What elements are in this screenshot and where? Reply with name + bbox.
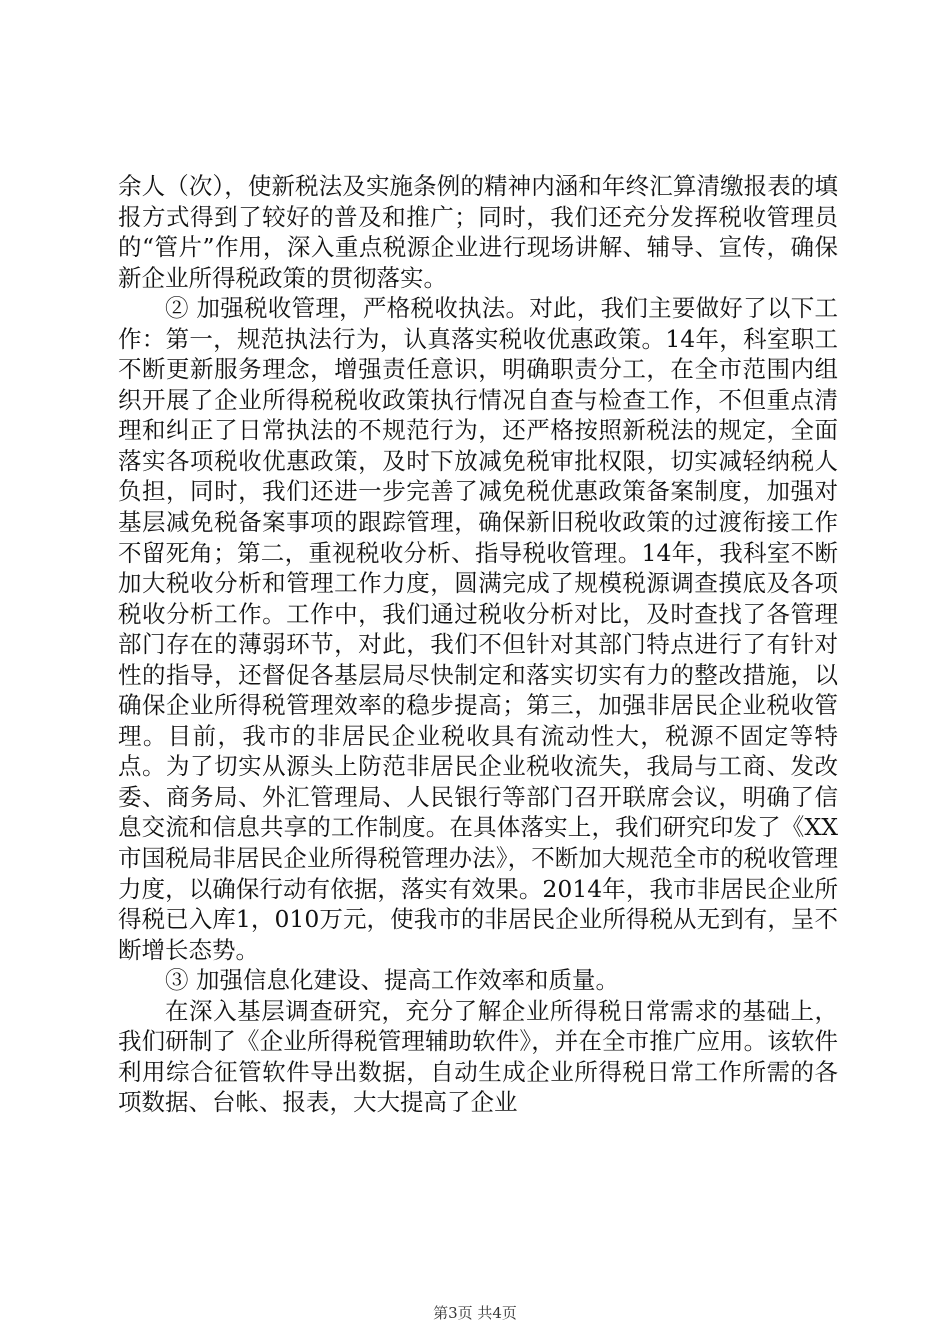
document-body — [118, 171, 838, 1118]
paragraph-2: ② 加强税收管理，严格税收执法。对此，我们主要做好了以下工作：第一，规范执法行为，认真落实税收优惠政策。14年，科室职工不断更新服务理念，增强责任意识，明确职责分工，在全市范围内组织开展了企业所得税税收政策执行情况自查与检查工作，不但重点清理和纠正了日常执法的不规范行为，还严格按照新税法的规定，全面落实各项税收优惠政策，及时下放减免税审批权限，切实减轻纳税人负担，同时，我们还进一步完善了减免税优惠政策备案制度，加强对基层减免税备案事项的跟踪管理，确保新旧税收政策的过渡衔接工作不留死角；第二，重视税收分析、指导税收管理。14年，我科室不断加大税收分析和管理工作力度，圆满完成了规模税源调查摸底及各项税收分析工作。工作中，我们通过税收分析对比，及时查找了各管理部门存在的薄弱环节，对此，我们不但针对其部门特点进行了有针对性的指导，还督促各基层局尽快制定和落实切实有力的整改措施，以确保企业所得税管理效率的稳步提高；第三，加强非居民企业税收管理。目前，我市的非居民企业税收具有流动性大，税源不固定等特点。为了切实从源头上防范非居民企业税收流失，我局与工商、发改委、商务局、外汇管理局、人民银行等部门召开联席会议，明确了信息交流和信息共享的工作制度。在具体落实上，我们研究印发了《XX市国税局非居民企业所得税管理办法》，不断加大规范全市的税收管理力度，以确保行动有依据，落实有效果。2014年，我市非居民企业所得税已入库1，010万元，使我市的非居民企业所得税从无到有，呈不断增长态势。 — [118, 294, 838, 964]
paragraph-3: ③ 加强信息化建设、提高工作效率和质量。 — [165, 966, 619, 995]
paragraph-4: 在深入基层调查研究，充分了解企业所得税日常需求的基础上，我们研制了《企业所得税管理辅助软件》，并在全市推广应用。该软件利用综合征管软件导出数据，自动生成企业所得税日常工作所需的各项数据、台帐、报表，大大提高了企业 — [118, 996, 838, 1117]
page-footer: 第3页 共4页 — [433, 1304, 517, 1322]
paragraph-1: 余人（次），使新税法及实施条例的精神内涵和年终汇算清缴报表的填报方式得到了较好的普及和推广；同时，我们还充分发挥税收管理员的“管片”作用，深入重点税源企业进行现场讲解、辅导、宣传，确保新企业所得税政策的贯彻落实。 — [118, 172, 838, 292]
